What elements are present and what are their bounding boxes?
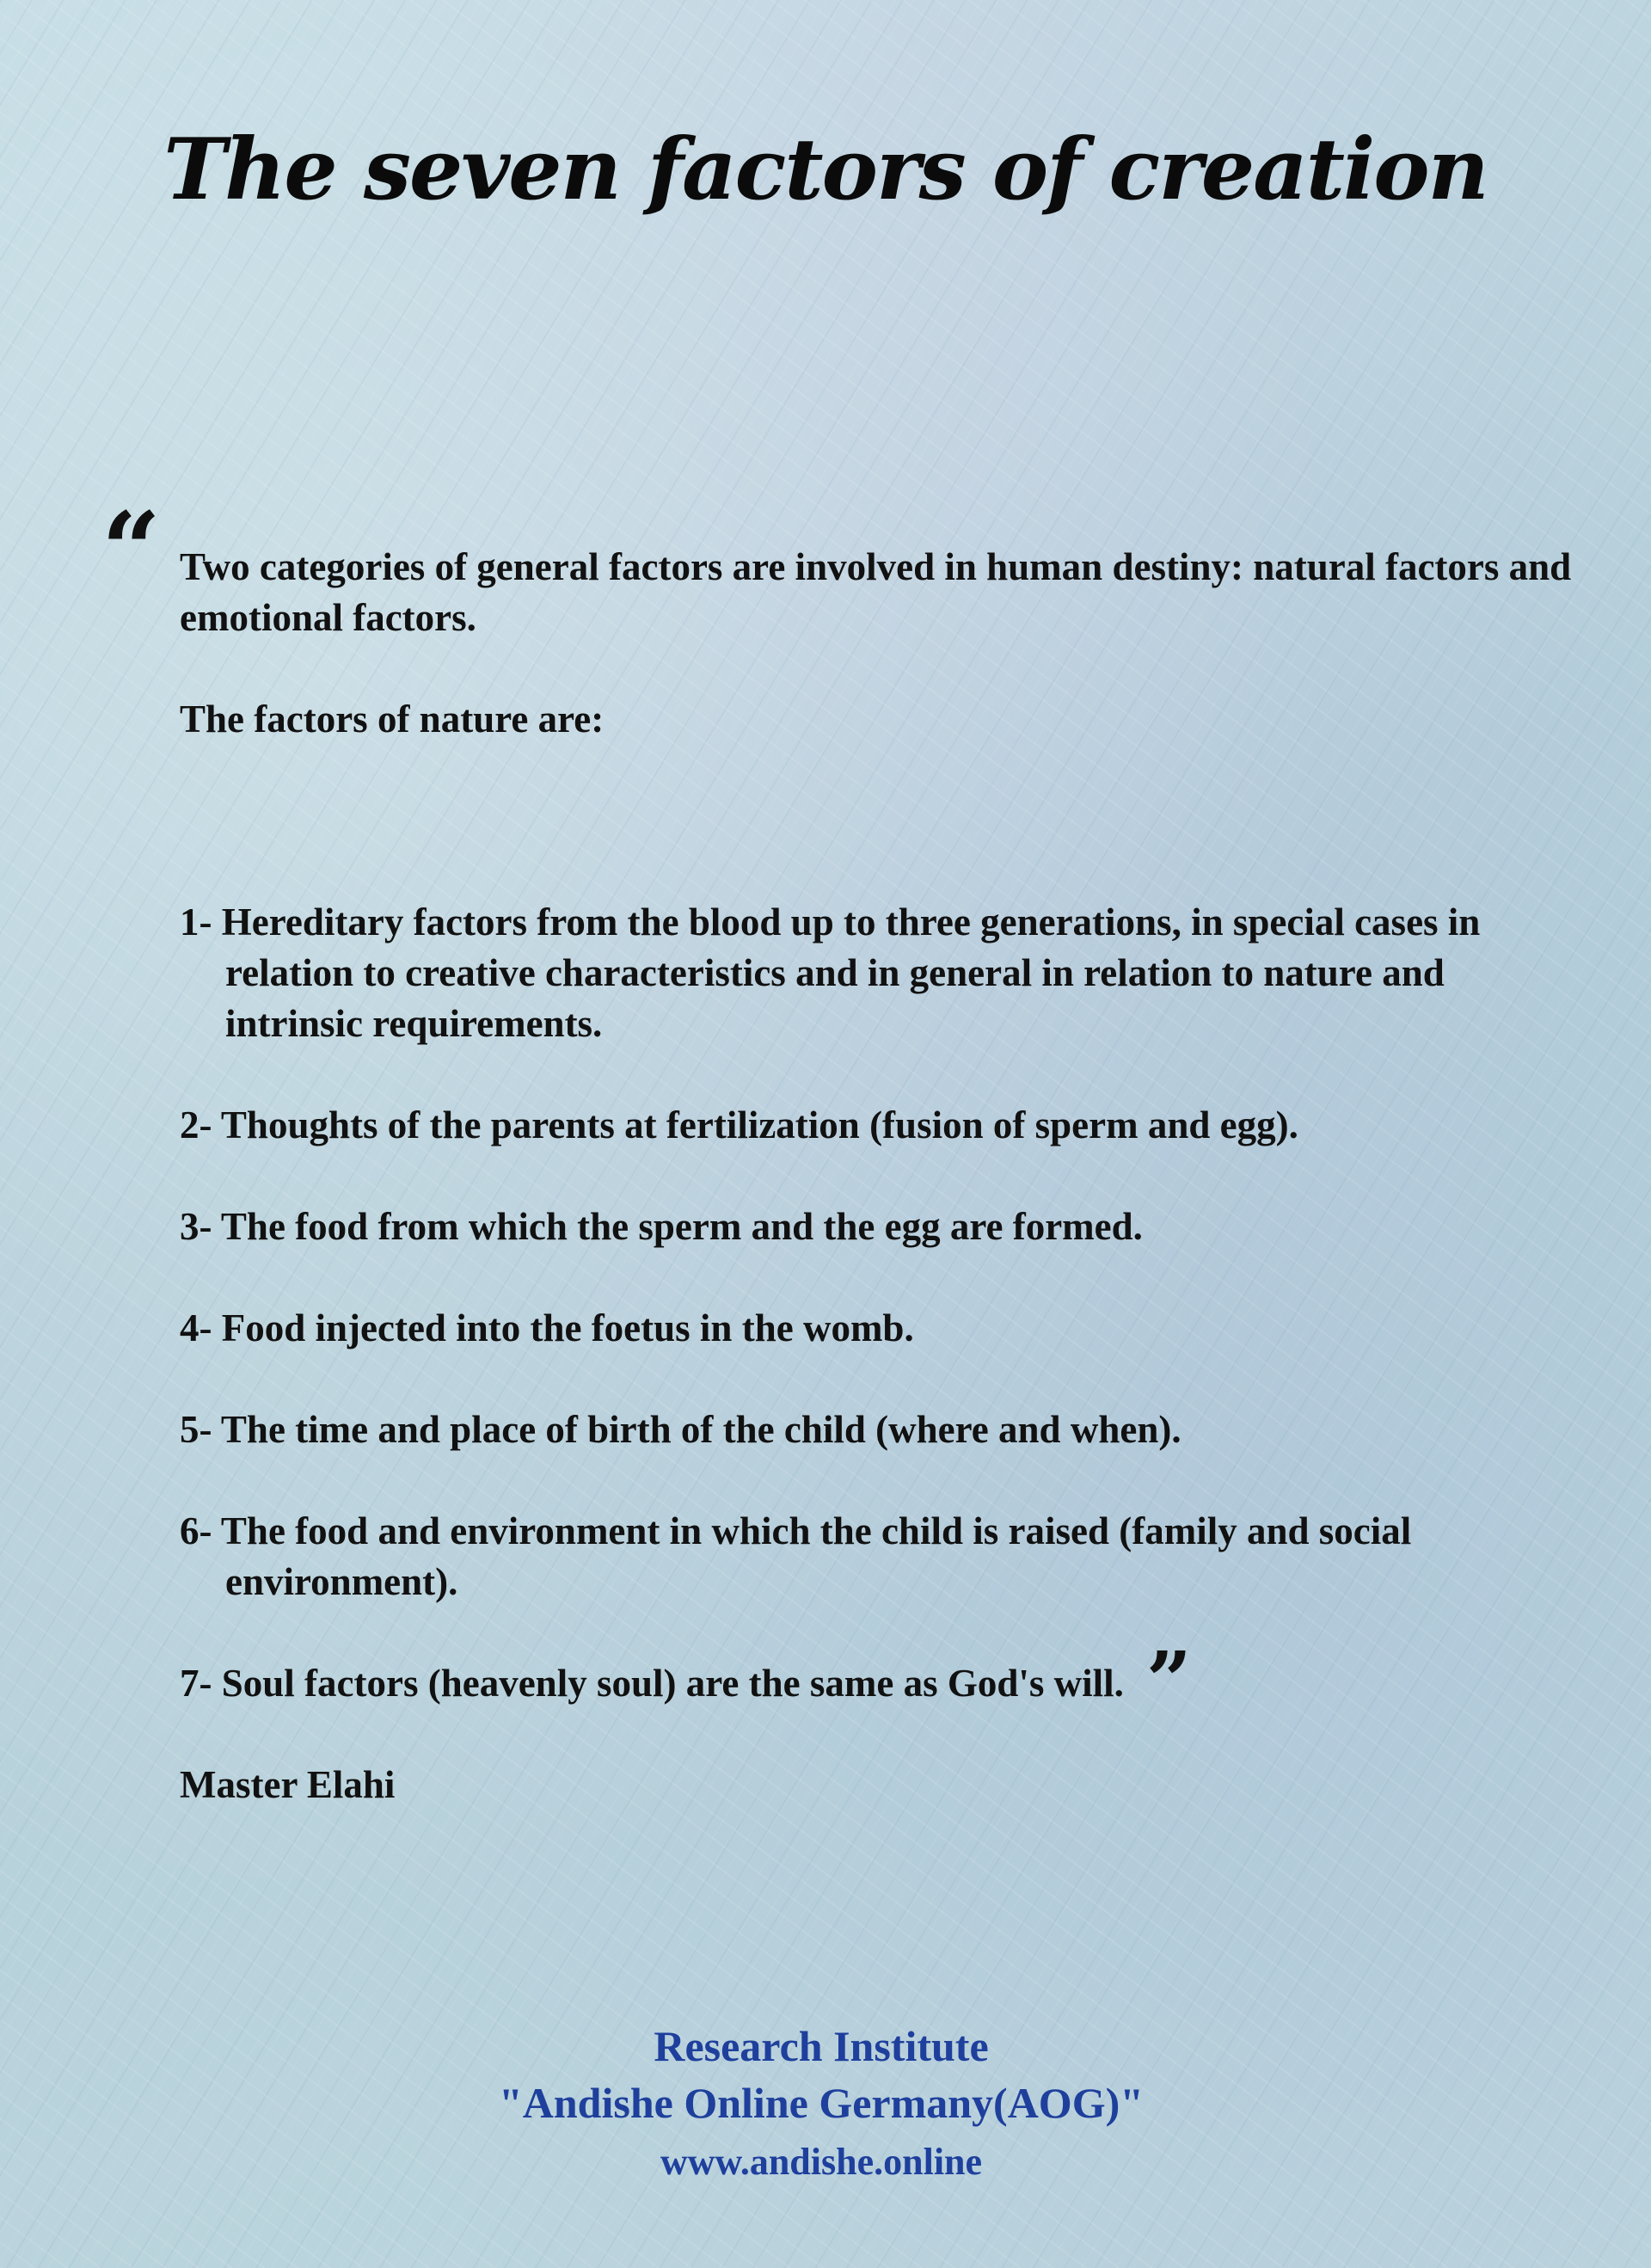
factor-item-4: 4- Food injected into the foetus in the womb.	[180, 1306, 914, 1349]
open-quote-mark: “	[101, 489, 162, 611]
page-title: The seven factors of creation	[163, 120, 1488, 219]
factor-item-5: 5- The time and place of birth of the child (where and when).	[180, 1408, 1181, 1451]
intro-paragraph: Two categories of general factors are involved in human destiny: natural factors and emotional factors.	[180, 545, 1572, 639]
footer	[0, 2018, 1642, 2193]
factor-item-7-row	[180, 1634, 1590, 1727]
factor-item-1: 1- Hereditary factors from the blood up to three generations, in special cases in relation to creative characteristics and in general in relation to nature and intrinsic requirements.	[180, 900, 1481, 1045]
close-quote-mark: ”	[1145, 1634, 1192, 1727]
footer-institute: Research Institute	[654, 2022, 989, 2070]
factors-heading: The factors of nature are:	[180, 698, 605, 741]
factor-item-7: 7- Soul factors (heavenly soul) are the same as God's will.	[180, 1662, 1124, 1705]
factor-item-2: 2- Thoughts of the parents at fertilization (fusion of sperm and egg).	[180, 1103, 1298, 1146]
quote-body	[180, 542, 1590, 1810]
factor-item-3: 3- The food from which the sperm and the egg are formed.	[180, 1205, 1143, 1248]
footer-website: www.andishe.online	[660, 2141, 983, 2183]
quote-author: Master Elahi	[180, 1763, 396, 1806]
factor-item-6: 6- The food and environment in which the child is raised (family and social environment).	[180, 1509, 1412, 1603]
footer-organization: "Andishe Online Germany(AOG)"	[499, 2079, 1144, 2127]
